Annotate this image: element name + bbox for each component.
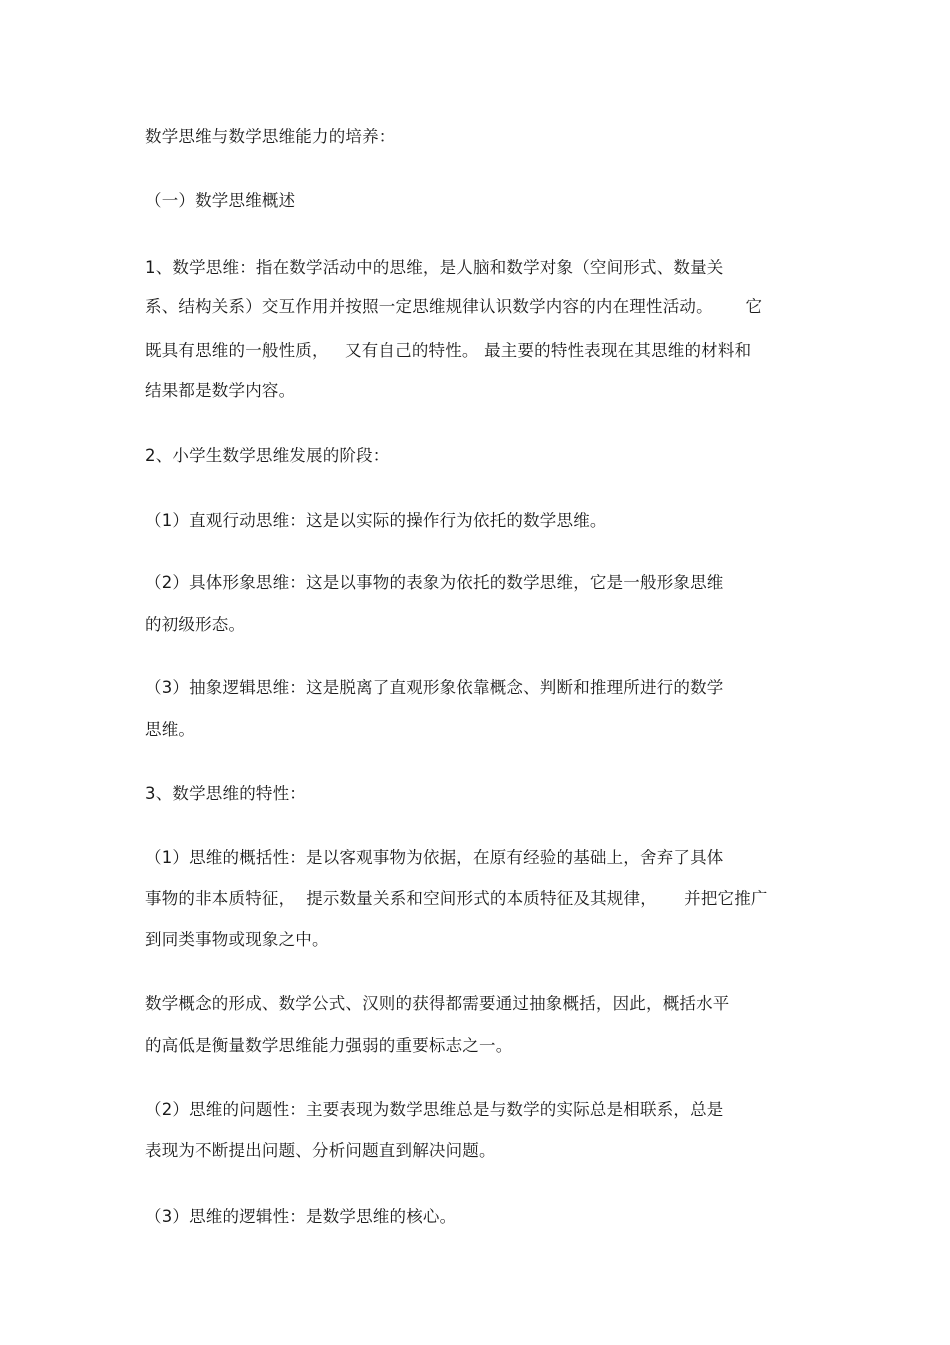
- paragraph-line: 到同类事物或现象之中。: [145, 930, 329, 949]
- paragraph-line: 事物的非本质特征， 提示数量关系和空间形式的本质特征及其规律， 并把它推广: [145, 889, 768, 908]
- paragraph-line: 的初级形态。: [145, 615, 246, 634]
- paragraph-line: （2）思维的问题性：主要表现为数学思维总是与数学的实际总是相联系，总是: [145, 1100, 724, 1119]
- paragraph-line: 系、结构关系）交互作用并按照一定思维规律认识数学内容的内在理性活动。 它: [145, 297, 763, 316]
- paragraph-line: 表现为不断提出问题、分析问题直到解决问题。: [145, 1141, 496, 1160]
- paragraph-line: 既具有思维的一般性质， 又有自己的特性。 最主要的特性表现在其思维的材料和: [145, 341, 752, 360]
- paragraph-line: 结果都是数学内容。: [145, 381, 296, 400]
- document-title: 数学思维与数学思维能力的培养：: [145, 127, 396, 146]
- paragraph-line: 数学概念的形成、数学公式、汉则的获得都需要通过抽象概括，因此，概括水平: [145, 994, 730, 1013]
- section-heading: （一）数学思维概述: [145, 191, 296, 210]
- paragraph-line: （1）思维的概括性：是以客观事物为依据，在原有经验的基础上，舍弃了具体: [145, 848, 724, 867]
- paragraph-line: 的高低是衡量数学思维能力强弱的重要标志之一。: [145, 1036, 513, 1055]
- subsection-heading: 3、数学思维的特性：: [145, 784, 306, 803]
- subsection-heading: 2、小学生数学思维发展的阶段：: [145, 446, 390, 465]
- paragraph-line: 1、数学思维：指在数学活动中的思维，是人脑和数学对象（空间形式、数量关: [145, 258, 724, 277]
- paragraph-line: （2）具体形象思维：这是以事物的表象为依托的数学思维，它是一般形象思维: [145, 573, 724, 592]
- paragraph-line: （1）直观行动思维：这是以实际的操作行为依托的数学思维。: [145, 511, 607, 530]
- paragraph-line: （3）思维的逻辑性：是数学思维的核心。: [145, 1207, 457, 1226]
- paragraph-line: （3）抽象逻辑思维：这是脱离了直观形象依靠概念、判断和推理所进行的数学: [145, 678, 724, 697]
- paragraph-line: 思维。: [145, 720, 196, 739]
